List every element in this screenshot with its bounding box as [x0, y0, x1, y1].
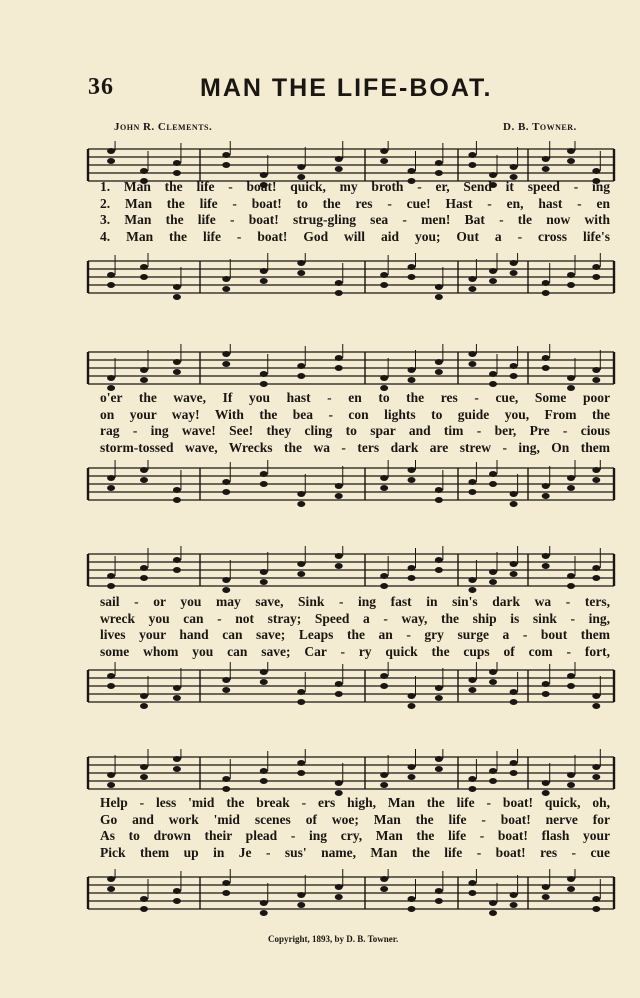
- page-number: 36: [88, 74, 114, 100]
- lyrics-block: [100, 795, 610, 861]
- lyric-verse-3: rag - ing wave! See! they cling to spar and tim - ber, Pre - cious: [100, 423, 610, 439]
- bass-staff: [0, 253, 640, 303]
- lyric-verse-1: Help - less 'mid the break - ers high, Man the life - boat! quick, oh,: [100, 795, 610, 810]
- lyric-verse-2: on your way! With the bea - con lights to guide you, From the: [100, 406, 610, 422]
- bass-staff: [0, 869, 640, 919]
- lyric-verse-4: some whom you can save; Car - ry quick the cups of com - fort,: [100, 643, 610, 659]
- lyricist-credit: John R. Clements.: [114, 121, 213, 133]
- treble-staff: [0, 344, 640, 394]
- copyright-notice: Copyright, 1893, by D. B. Towner.: [268, 934, 399, 944]
- lyrics-block: [100, 594, 610, 660]
- lyrics-block: [100, 179, 610, 245]
- lyric-verse-1: 1. Man the life - boat! quick, my broth - er, Send it speed - ing: [100, 179, 610, 194]
- bass-staff: [0, 662, 640, 712]
- lyric-verse-3: lives your hand can save; Leaps the an - gry surge a - bout them: [100, 627, 610, 643]
- treble-staff: [0, 749, 640, 799]
- lyric-verse-2: wreck you can - not stray; Speed a - way, the ship is sink - ing,: [100, 610, 610, 626]
- lyric-verse-2: Go and work 'mid scenes of woe; Man the life - boat! nerve for: [100, 811, 610, 827]
- lyric-verse-2: 2. Man the life - boat! to the res - cue! Hast - en, hast - en: [100, 195, 610, 211]
- lyrics-block: [100, 390, 610, 456]
- lyric-verse-4: 4. Man the life - boat! God will aid you; Out a - cross life's: [100, 228, 610, 244]
- music-system-3: [0, 540, 640, 710]
- lyric-verse-3: As to drown their plead - ing cry, Man the life - boat! flash your: [100, 828, 610, 844]
- hymn-title: MAN THE LIFE-BOAT.: [200, 74, 493, 102]
- composer-credit: D. B. Towner.: [503, 121, 577, 133]
- lyric-verse-4: Pick them up in Je - sus' name, Man the life - boat! res - cue: [100, 844, 610, 860]
- music-system-2: [0, 338, 640, 508]
- music-system-4: [0, 745, 640, 930]
- treble-staff: [0, 546, 640, 596]
- lyric-verse-4: storm-tossed wave, Wrecks the wa - ters dark are strew - ing, On them: [100, 439, 610, 455]
- bass-staff: [0, 460, 640, 510]
- lyric-verse-1: o'er the wave, If you hast - en to the res - cue, Some poor: [100, 390, 610, 405]
- lyric-verse-3: 3. Man the life - boat! strug-gling sea - men! Bat - tle now with: [100, 212, 610, 228]
- lyric-verse-1: sail - or you may save, Sink - ing fast in sin's dark wa - ters,: [100, 594, 610, 609]
- music-system-1: [0, 135, 640, 305]
